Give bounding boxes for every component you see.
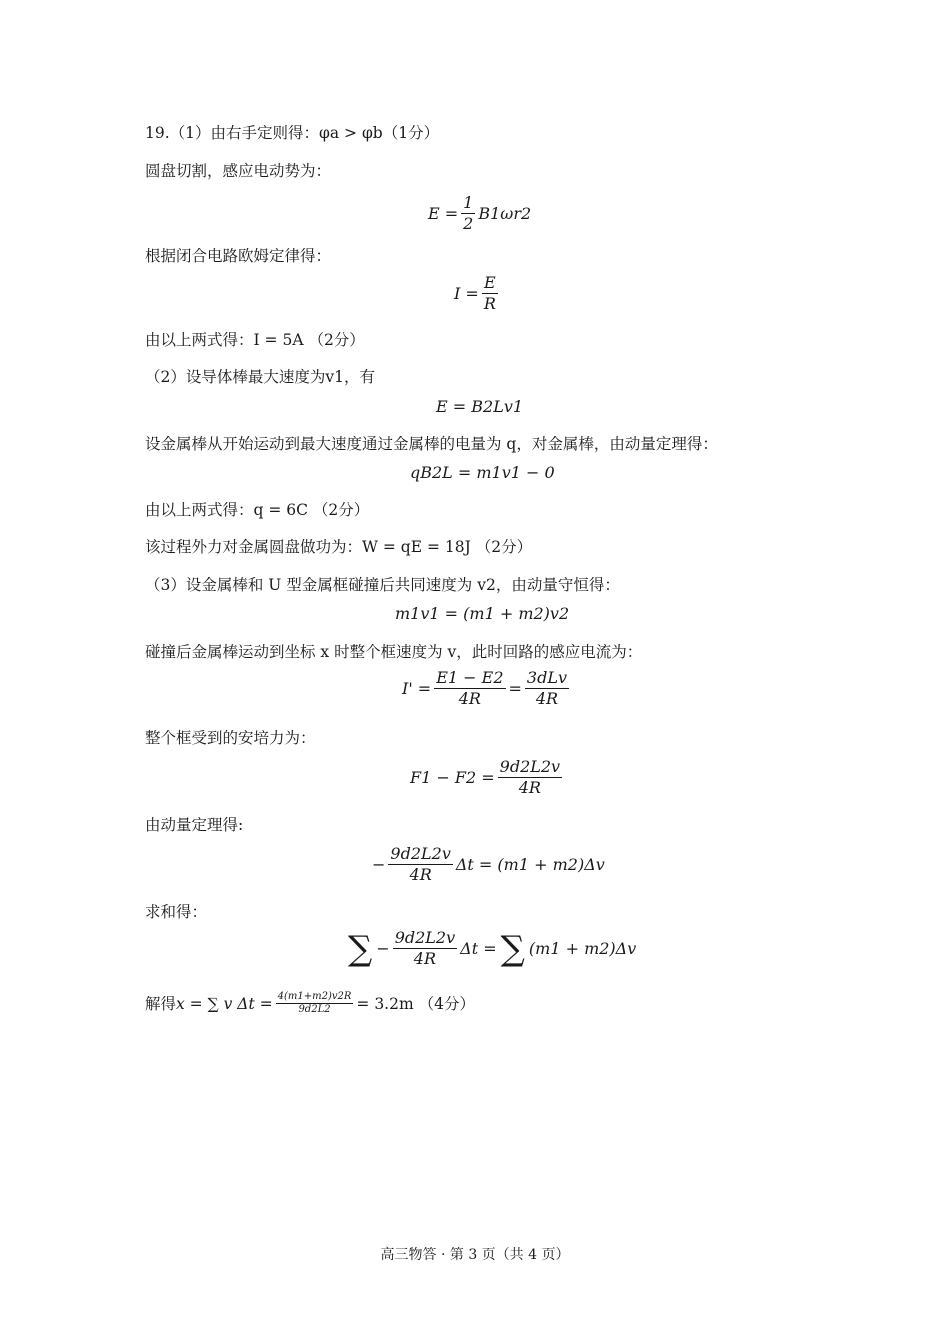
result-line: 由以上两式得：q = 6C （2分） (145, 501, 370, 519)
fraction (498, 757, 562, 798)
eq-lhs: I = (454, 283, 479, 303)
solution-19-part2: （2）设导体棒最大速度为v1，有 (145, 368, 375, 386)
eq-mid: Δt = (460, 938, 497, 958)
text-line: 碰撞后金属棒运动到坐标 x 时整个框速度为 v，此时回路的感应电流为： (145, 643, 643, 661)
minus-sign: − (376, 938, 390, 958)
sum-symbol: ∑ (500, 928, 525, 969)
text-line: 由动量定理得: (145, 816, 244, 834)
fraction (461, 193, 475, 234)
fraction (482, 273, 498, 314)
eq-rhs: B1ωr2 (478, 203, 532, 223)
denominator: 4R (413, 949, 437, 968)
equation-emf (428, 193, 531, 234)
denominator: 2 (463, 214, 474, 233)
denominator: 4R (409, 865, 432, 884)
numerator: E1 − E2 (436, 668, 504, 687)
equation-force (410, 757, 565, 798)
sum-symbol: ∑ (348, 928, 373, 969)
equation-conservation: m1v1 = (m1 + m2)v2 (395, 604, 570, 623)
text-line: 整个框受到的安培力为： (145, 729, 316, 747)
answer-suffix: = 3.2m （4分） (356, 994, 475, 1013)
final-answer (145, 991, 475, 1016)
numerator: 9d2L2v (394, 928, 456, 947)
denominator: 4R (535, 689, 559, 708)
denominator: 4R (458, 689, 481, 708)
text-line: 根据闭合电路欧姆定律得： (145, 247, 332, 265)
result-line: 由以上两式得：I = 5A （2分） (145, 331, 365, 349)
equation-impulse (372, 844, 605, 885)
answer-prefix: 解得 (145, 994, 177, 1013)
numerator: 9d2L2v (499, 757, 561, 776)
eq-rhs: (m1 + m2)Δv (528, 938, 637, 958)
numerator: 1 (463, 193, 474, 212)
fraction (276, 991, 354, 1016)
solution-19-part1: 19.（1）由右手定则得：φa > φb（1分） (145, 124, 440, 142)
equals-sign: = (508, 678, 522, 698)
eq-rhs: Δt = (m1 + m2)Δv (455, 854, 605, 874)
text-line: 设金属棒从开始运动到最大速度通过金属棒的电量为 q，对金属棒，由动量定理得： (145, 435, 718, 453)
eq-lhs: I' = (402, 678, 432, 698)
equation-ohm (454, 273, 501, 314)
equation-current (402, 668, 572, 709)
fraction (434, 668, 505, 709)
eq-lhs: E = (428, 203, 459, 223)
numerator: 4(m1+m2)v2R (277, 991, 352, 1002)
minus-sign: − (372, 854, 386, 874)
fraction (393, 928, 457, 969)
numerator: E (483, 273, 496, 292)
denominator: R (483, 294, 496, 313)
fraction (388, 844, 452, 885)
eq-lhs: x = ∑ v Δt = (176, 994, 273, 1013)
equation-momentum: qB2L = m1v1 − 0 (410, 463, 555, 482)
text-line: 求和得： (145, 903, 208, 921)
result-line: 该过程外力对金属圆盘做功为：W = qE = 18J （2分） (145, 538, 533, 556)
text-line: 圆盘切割，感应电动势为： (145, 162, 332, 180)
equation: E = B2Lv1 (436, 397, 524, 416)
numerator: 3dLv (526, 668, 568, 687)
page-footer: 高三物答 · 第 3 页（共 4 页） (380, 1247, 570, 1263)
denominator: 9d2L2 (298, 1004, 331, 1015)
equation-sum (344, 928, 636, 969)
denominator: 4R (518, 778, 541, 797)
solution-19-part3: （3）设金属棒和 U 型金属框碰撞后共同速度为 v2，由动量守恒得： (145, 576, 620, 594)
fraction (525, 668, 569, 709)
numerator: 9d2L2v (390, 844, 451, 863)
eq-lhs: F1 − F2 = (410, 767, 495, 787)
